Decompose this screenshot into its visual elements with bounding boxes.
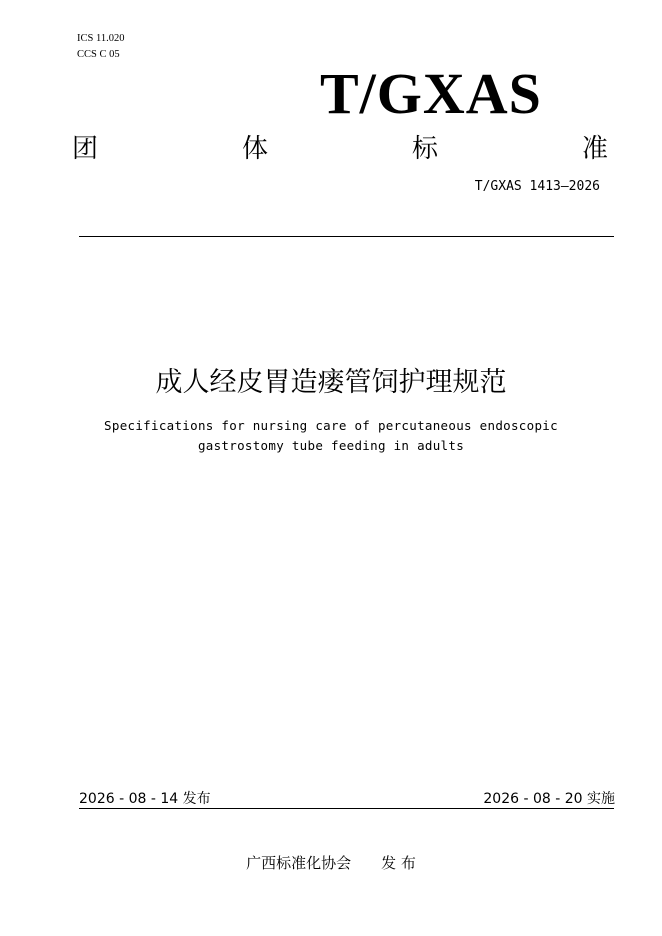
effective-date: 2026 - 08 - 20 实施: [483, 791, 615, 807]
standard-code: T/GXAS 1413—2026: [474, 179, 600, 194]
standard-type: [72, 128, 612, 164]
publish-date: 2026 - 08 - 14 发布: [79, 791, 211, 807]
standard-type-char-4: 准: [582, 134, 609, 164]
title-chinese: 成人经皮胃造瘘管饲护理规范: [155, 367, 507, 398]
standard-type-char-2: 体: [242, 134, 269, 164]
standard-type-char-1: 团: [72, 134, 99, 164]
title-english-line-2: gastrostomy tube feeding in adults: [197, 438, 465, 453]
title-english-line-1: Specifications for nursing care of percutaneous endoscopic: [104, 418, 558, 433]
top-divider: [79, 236, 614, 237]
brand-logo-text: T/GXAS: [320, 61, 542, 126]
bottom-divider: [79, 808, 614, 809]
title-english: [90, 416, 572, 456]
issuer: [0, 852, 662, 873]
issuer-name: 广西标准化协会: [246, 854, 352, 872]
ccs-code: CCS C 05: [77, 49, 120, 60]
issuer-action: 发 布: [381, 854, 416, 872]
standard-type-char-3: 标: [412, 134, 439, 164]
ics-code: ICS 11.020: [77, 33, 125, 44]
